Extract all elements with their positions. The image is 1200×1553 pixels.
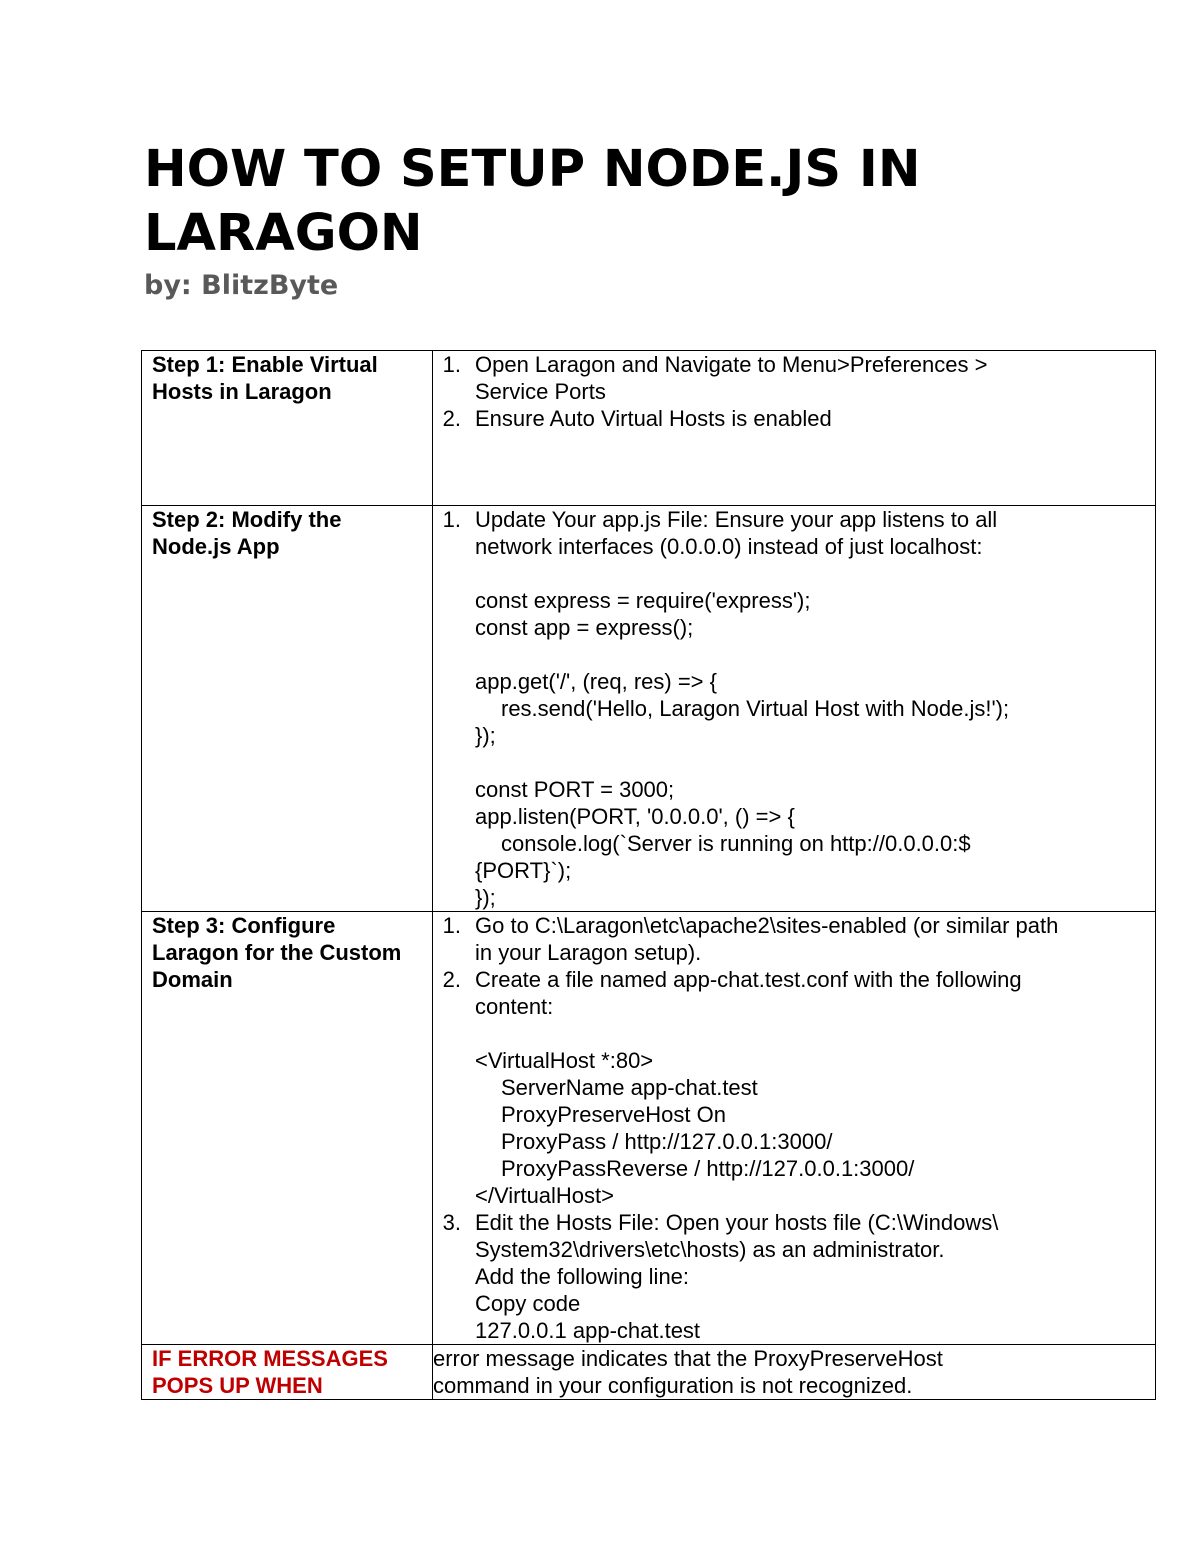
list-item: 2. Ensure Auto Virtual Hosts is enabled (442, 406, 832, 431)
document-title (144, 138, 1144, 266)
code-line: }); (475, 723, 496, 748)
code-block-vhost (475, 1047, 1155, 1209)
list-item: 1. Go to C:\Laragon\etc\apache2\sites-enabled (or similar path in your Laragon setup). (442, 913, 1059, 965)
step-1-label-cell (142, 351, 433, 506)
code-line: const PORT = 3000; (475, 777, 675, 802)
code-line: }); (475, 885, 496, 910)
step-2-content-cell (433, 506, 1156, 912)
title-line-1: HOW TO SETUP NODE.JS IN (144, 140, 921, 199)
step-2-label: Step 2: Modify the Node.js App (152, 507, 342, 559)
author-byline: by: BlitzByte (144, 270, 339, 301)
code-line: const app = express(); (475, 615, 694, 640)
code-line: ProxyPassReverse / http://127.0.0.1:3000/ (501, 1156, 915, 1181)
step-1-content-cell (433, 351, 1156, 506)
list-item: 3. Edit the Hosts File: Open your hosts file (C:\Windows\ System32\drivers\etc\hosts) as an administrator. Add the following line: Copy code 127.0.0.1 app-chat.test (442, 1210, 999, 1343)
step-1-label: Step 1: Enable Virtual Hosts in Laragon (152, 352, 378, 404)
code-line: const express = require('express'); (475, 588, 811, 613)
title-line-2: LARAGON (144, 204, 423, 263)
code-line: app.get('/', (req, res) => { (475, 669, 717, 694)
code-line: app.listen(PORT, '0.0.0.0', () => { (475, 804, 795, 829)
code-line: </VirtualHost> (475, 1183, 615, 1208)
table-row-error (142, 1345, 1156, 1400)
error-label-cell (142, 1345, 433, 1400)
code-line: res.send('Hello, Laragon Virtual Host with Node.js!'); (501, 696, 1010, 721)
code-line: console.log(`Server is running on http://0.0.0.0:$ (501, 831, 971, 856)
setup-steps-table (141, 350, 1156, 1400)
code-line: <VirtualHost *:80> (475, 1048, 654, 1073)
code-line: ProxyPreserveHost On (501, 1102, 726, 1127)
step-3-label: Step 3: Configure Laragon for the Custom Domain (152, 913, 402, 992)
error-content-cell: error message indicates that the ProxyPreserveHost command in your configuration is not recognized. (433, 1345, 1156, 1400)
step-3-label-cell (142, 912, 433, 1345)
list-item: 1. Open Laragon and Navigate to Menu>Preferences > Service Ports (442, 352, 988, 404)
list-item: 1. Update Your app.js File: Ensure your app listens to all network interfaces (0.0.0.0) instead of just localhost: const express = require('express'); const app = express(); app.get('/', (req, res) => { res.send('Hello, Laragon Virtual Host with Node.js!'); }); const PORT = 3000; app.listen(PORT, '0.0.0.0', () => { console.log(`Server is running on http://0.0.0.0:$ {PORT}`); }); (433, 506, 1155, 911)
table-row-step-1 (142, 351, 1156, 506)
step-2-label-cell (142, 506, 433, 912)
error-label: IF ERROR MESSAGES POPS UP WHEN (152, 1346, 388, 1398)
table-row-step-3 (142, 912, 1156, 1345)
list-item: 2. Create a file named app-chat.test.conf with the following content: <VirtualHost *:80> ServerName app-chat.test ProxyPreserveHost On ProxyPass / http://127.0.0.1:3000/ ProxyPassReverse / http://127.0.0.1:3000/ </VirtualHost> (433, 966, 1155, 1209)
code-line: {PORT}`); (475, 858, 572, 883)
table-row-step-2 (142, 506, 1156, 912)
step-3-content-cell (433, 912, 1156, 1345)
code-block-app-js (475, 587, 1155, 911)
code-line: ServerName app-chat.test (501, 1075, 758, 1100)
code-line: ProxyPass / http://127.0.0.1:3000/ (501, 1129, 833, 1154)
